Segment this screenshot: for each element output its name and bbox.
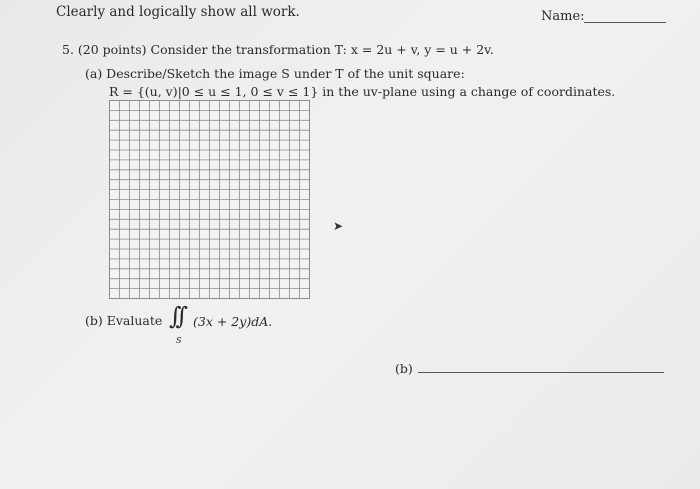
instructions-text: Clearly and logically show all work.	[56, 4, 300, 20]
region-definition: R = {(u, v)|0 ≤ u ≤ 1, 0 ≤ v ≤ 1} in the uv-plane using a change of coordinates.	[109, 84, 616, 99]
mouse-pointer-icon: ➤	[333, 219, 344, 233]
name-label: Name:	[541, 9, 585, 24]
answer-b-label: (b)	[395, 361, 413, 376]
problem-statement: 5. (20 points) Consider the transformation T: x = 2u + v, y = u + 2v.	[62, 42, 494, 57]
sketch-grid[interactable]	[109, 100, 310, 299]
double-integral-symbol: ∫∫	[169, 302, 183, 330]
integrand: (3x + 2y)dA.	[193, 314, 273, 329]
part-a-prompt: (a) Describe/Sketch the image S under T of the unit square:	[85, 66, 465, 81]
integral-region-subscript: S	[176, 336, 182, 345]
answer-b-line[interactable]	[418, 372, 664, 373]
part-b-prompt: (b) Evaluate	[85, 313, 163, 328]
name-blank-line[interactable]	[584, 22, 666, 23]
